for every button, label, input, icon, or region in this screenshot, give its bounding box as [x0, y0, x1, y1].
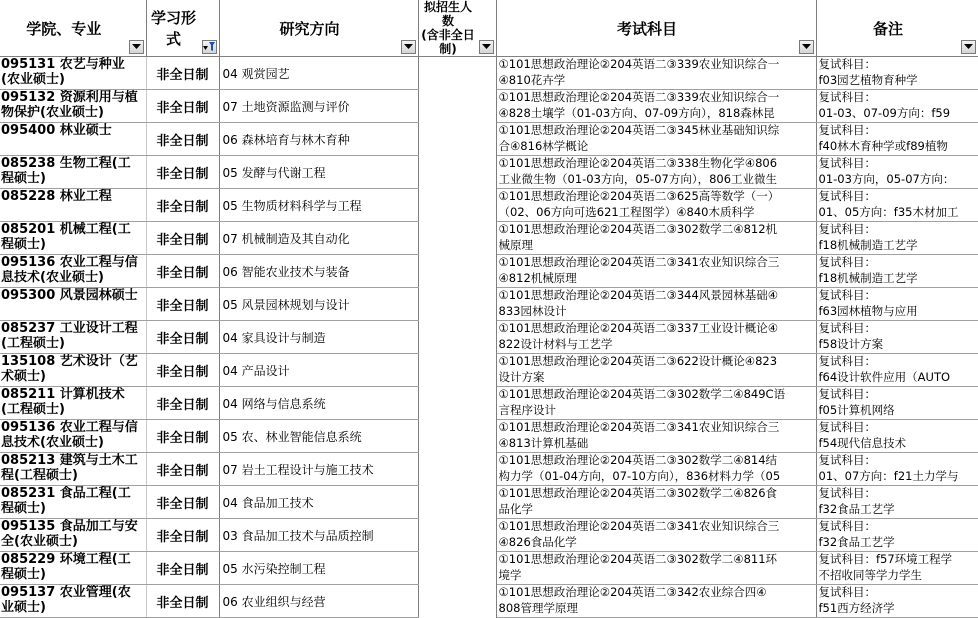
college-cell-line: 息技术(农业硕士) [1, 435, 146, 450]
table-row [0, 156, 978, 189]
exam-subjects-cell[interactable] [496, 354, 816, 387]
research-direction-cell[interactable] [219, 90, 418, 123]
quota-cell[interactable] [418, 189, 496, 222]
remark-cell[interactable] [816, 321, 978, 354]
research-direction-cell[interactable] [219, 57, 418, 90]
study-form-cell[interactable] [146, 57, 219, 90]
study-form-cell-text: 非全日制 [156, 464, 208, 479]
remark-cell-line: f58设计方案 [819, 337, 978, 353]
remark-cell-line: 复试科目： [819, 90, 978, 106]
college-cell[interactable] [0, 255, 146, 288]
table-row [0, 420, 978, 453]
quota-cell[interactable] [418, 354, 496, 387]
study-form-cell[interactable] [146, 420, 219, 453]
exam-subjects-cell[interactable] [496, 123, 816, 156]
table-row [0, 222, 978, 255]
filter-dropdown-form[interactable] [202, 40, 217, 54]
exam-subjects-cell-line: 械原理 [499, 238, 816, 254]
quota-cell[interactable] [418, 387, 496, 420]
remark-cell[interactable] [816, 255, 978, 288]
college-cell[interactable] [0, 90, 146, 123]
research-direction-cell[interactable] [219, 420, 418, 453]
college-cell-line: 程硕士) [1, 171, 146, 186]
exam-subjects-cell-line: 言程序设计 [499, 403, 816, 419]
college-cell-line: 095131 农艺与种业 [1, 57, 146, 72]
college-cell-line: 085237 工业设计工程 [1, 321, 146, 336]
exam-subjects-cell[interactable] [496, 156, 816, 189]
research-direction-cell[interactable] [219, 519, 418, 552]
study-form-cell[interactable] [146, 387, 219, 420]
study-form-cell-text: 非全日制 [156, 200, 208, 215]
study-form-cell[interactable] [146, 90, 219, 123]
exam-subjects-cell[interactable] [496, 90, 816, 123]
exam-subjects-cell[interactable] [496, 453, 816, 486]
research-direction-cell-text: 04 食品加工技术 [223, 496, 314, 510]
research-direction-cell-text: 06 农业组织与经营 [223, 595, 326, 609]
remark-cell[interactable] [816, 189, 978, 222]
college-cell-line: 息技术(农业硕士) [1, 270, 146, 285]
study-form-cell[interactable] [146, 288, 219, 321]
exam-subjects-cell-line: 设计方案 [499, 370, 816, 386]
study-form-cell[interactable] [146, 453, 219, 486]
quota-cell[interactable] [418, 585, 496, 618]
college-cell-line: 085213 建筑与土木工 [1, 453, 146, 468]
exam-subjects-cell[interactable] [496, 585, 816, 618]
college-cell[interactable] [0, 354, 146, 387]
exam-subjects-cell-line: ④810花卉学 [499, 73, 816, 89]
exam-subjects-cell-line: ①101思想政治理论②204英语二③341农业知识综合三 [499, 255, 816, 271]
study-form-cell-text: 非全日制 [156, 134, 208, 149]
exam-subjects-cell-line: ①101思想政治理论②204英语二③625高等数学（一） [499, 189, 816, 205]
quota-cell[interactable] [418, 321, 496, 354]
study-form-cell[interactable] [146, 486, 219, 519]
college-cell-line: 085228 林业工程 [1, 189, 146, 204]
remark-cell[interactable] [816, 222, 978, 255]
research-direction-cell[interactable] [219, 354, 418, 387]
college-cell-line: 095137 农业管理(农 [1, 585, 146, 600]
remark-cell-line: f03园艺植物育种学 [819, 73, 978, 89]
college-cell[interactable] [0, 486, 146, 519]
header-remark: 备注 [816, 0, 978, 57]
dropdown-arrow-icon [482, 44, 491, 50]
remark-cell-line: f32食品工艺学 [819, 502, 978, 518]
exam-subjects-cell[interactable] [496, 519, 816, 552]
remark-cell[interactable] [816, 552, 978, 585]
remark-cell[interactable] [816, 354, 978, 387]
remark-cell-line: 复试科目： [819, 156, 978, 172]
remark-cell[interactable] [816, 90, 978, 123]
research-direction-cell[interactable] [219, 156, 418, 189]
dropdown-arrow-icon [132, 44, 141, 50]
table-row [0, 519, 978, 552]
exam-subjects-cell-line: 品化学 [499, 502, 816, 518]
college-cell-line: (工程硕士) [1, 336, 146, 351]
remark-cell-line: 复试科目： [819, 387, 978, 403]
quota-cell[interactable] [418, 420, 496, 453]
college-cell-line: 095136 农业工程与信 [1, 255, 146, 270]
exam-subjects-cell[interactable] [496, 486, 816, 519]
remark-cell-line: 复试科目： [819, 288, 978, 304]
exam-subjects-cell-line: ①101思想政治理论②204英语二③341农业知识综合三 [499, 519, 816, 535]
research-direction-cell[interactable] [219, 453, 418, 486]
table-row [0, 123, 978, 156]
filter-dropdown-remark[interactable] [961, 40, 976, 54]
study-form-cell-text: 非全日制 [156, 497, 208, 512]
remark-cell-line: 复试科目： [819, 519, 978, 535]
research-direction-cell-text: 05 风景园林规划与设计 [223, 298, 350, 312]
study-form-cell-text: 非全日制 [156, 431, 208, 446]
table-row [0, 189, 978, 222]
exam-subjects-cell-line: ①101思想政治理论②204英语二③339农业知识综合一 [499, 57, 816, 73]
research-direction-cell-text: 04 观赏园艺 [223, 67, 290, 81]
study-form-cell-text: 非全日制 [156, 101, 208, 116]
table-row [0, 453, 978, 486]
study-form-cell[interactable] [146, 156, 219, 189]
research-direction-cell-text: 07 土地资源监测与评价 [223, 100, 350, 114]
exam-subjects-cell-line: ①101思想政治理论②204英语二③344风景园林基础④ [499, 288, 816, 304]
table-row [0, 387, 978, 420]
college-cell-line: 085229 环境工程(工 [1, 552, 146, 567]
remark-cell-line: 复试科目：f57环境工程学 [819, 552, 978, 568]
header-form: 学习形式 [146, 0, 219, 57]
research-direction-cell-text: 07 机械制造及其自动化 [223, 232, 350, 246]
college-cell-line: 程硕士) [1, 567, 146, 582]
quota-cell[interactable] [418, 222, 496, 255]
exam-subjects-cell-line: ①101思想政治理论②204英语二③338生物化学④806 [499, 156, 816, 172]
exam-subjects-cell-line: 808管理学原理 [499, 601, 816, 617]
exam-subjects-cell-line: ④813计算机基础 [499, 436, 816, 452]
college-cell-line: 术硕士) [1, 369, 146, 384]
college-cell[interactable] [0, 387, 146, 420]
remark-cell[interactable] [816, 123, 978, 156]
remark-cell-line: 复试科目： [819, 222, 978, 238]
table-row [0, 552, 978, 585]
remark-cell-line: f54现代信息技术 [819, 436, 978, 452]
remark-cell-line: 复试科目： [819, 420, 978, 436]
exam-subjects-cell-line: ④828土壤学（01-03方向、07-09方向），818森林昆 [499, 106, 816, 122]
exam-subjects-cell-line: ①101思想政治理论②204英语二③341农业知识综合三 [499, 420, 816, 436]
exam-subjects-cell-line: ①101思想政治理论②204英语二③302数学二④811环 [499, 552, 816, 568]
quota-cell[interactable] [418, 288, 496, 321]
study-form-cell-text: 非全日制 [156, 596, 208, 611]
exam-subjects-cell-line: ①101思想政治理论②204英语二③337工业设计概论④ [499, 321, 816, 337]
remark-cell-line: 01、07方向：f21土力学与 [819, 469, 978, 485]
dropdown-arrow-icon [964, 44, 973, 50]
study-form-cell-text: 非全日制 [156, 563, 208, 578]
exam-subjects-cell-line: ①101思想政治理论②204英语二③342农业综合四④ [499, 585, 816, 601]
exam-subjects-cell[interactable] [496, 57, 816, 90]
college-cell-line: 程(工程硕士) [1, 468, 146, 483]
research-direction-cell[interactable] [219, 486, 418, 519]
filter-dropdown-college[interactable] [129, 40, 144, 54]
table-row [0, 354, 978, 387]
table-row [0, 90, 978, 123]
exam-subjects-cell-line: ①101思想政治理论②204英语二③302数学二④826食 [499, 486, 816, 502]
college-cell-line: 135108 艺术设计（艺 [1, 354, 146, 369]
exam-subjects-cell-line: ④812机械原理 [499, 271, 816, 287]
research-direction-cell[interactable] [219, 123, 418, 156]
remark-cell-line: 复试科目： [819, 354, 978, 370]
study-form-cell[interactable] [146, 189, 219, 222]
research-direction-cell-text: 05 生物质材料科学与工程 [223, 199, 362, 213]
research-direction-cell[interactable] [219, 288, 418, 321]
study-form-cell[interactable] [146, 354, 219, 387]
header-college: 学院、专业 [0, 0, 146, 57]
filter-funnel-icon [203, 42, 215, 52]
research-direction-cell[interactable] [219, 222, 418, 255]
remark-cell-line: f64设计软件应用（AUTO [819, 370, 978, 386]
research-direction-cell-text: 04 产品设计 [223, 364, 290, 378]
header-row [0, 0, 978, 57]
college-cell[interactable] [0, 552, 146, 585]
exam-subjects-cell[interactable] [496, 321, 816, 354]
quota-cell[interactable] [418, 255, 496, 288]
research-direction-cell-text: 07 岩土工程设计与施工技术 [223, 463, 374, 477]
exam-subjects-cell[interactable] [496, 387, 816, 420]
table-row [0, 288, 978, 321]
remark-cell-line: 01、05方向：f35木材加工 [819, 205, 978, 221]
college-cell-line: 085211 计算机技术 [1, 387, 146, 402]
remark-cell[interactable] [816, 453, 978, 486]
study-form-cell-text: 非全日制 [156, 266, 208, 281]
college-cell-line: 095135 食品加工与安 [1, 519, 146, 534]
research-direction-cell-text: 05 水污染控制工程 [223, 562, 326, 576]
college-cell-line: 085238 生物工程(工 [1, 156, 146, 171]
remark-cell-line: 复试科目： [819, 57, 978, 73]
header-exam: 考试科目 [496, 0, 816, 57]
filter-dropdown-direction[interactable] [401, 40, 416, 54]
college-cell[interactable] [0, 156, 146, 189]
remark-cell-line: 复试科目： [819, 123, 978, 139]
remark-cell-line: f51西方经济学 [819, 601, 978, 617]
quota-cell[interactable] [418, 156, 496, 189]
college-cell[interactable] [0, 288, 146, 321]
remark-cell-line: 复试科目： [819, 585, 978, 601]
college-cell-line: 095136 农业工程与信 [1, 420, 146, 435]
remark-cell-line: f05计算机网络 [819, 403, 978, 419]
table-row [0, 57, 978, 90]
college-cell-line: 程硕士) [1, 237, 146, 252]
research-direction-cell-text: 05 农、林业智能信息系统 [223, 430, 362, 444]
study-form-cell-text: 非全日制 [156, 530, 208, 545]
exam-subjects-cell[interactable] [496, 288, 816, 321]
research-direction-cell[interactable] [219, 189, 418, 222]
college-cell-line: 085231 食品工程(工 [1, 486, 146, 501]
college-cell[interactable] [0, 420, 146, 453]
study-form-cell[interactable] [146, 585, 219, 618]
college-cell[interactable] [0, 519, 146, 552]
remark-cell-line: f32食品工艺学 [819, 535, 978, 551]
exam-subjects-cell-line: 833园林设计 [499, 304, 816, 320]
table-row [0, 585, 978, 618]
exam-subjects-cell-line: ①101思想政治理论②204英语二③339农业知识综合一 [499, 90, 816, 106]
exam-subjects-cell[interactable] [496, 420, 816, 453]
study-form-cell-text: 非全日制 [156, 332, 208, 347]
college-cell-line: (工程硕士) [1, 402, 146, 417]
table-row [0, 321, 978, 354]
filter-dropdown-exam[interactable] [799, 40, 814, 54]
remark-cell[interactable] [816, 519, 978, 552]
research-direction-cell[interactable] [219, 585, 418, 618]
remark-cell-line: 01-03方向，05-07方向： [819, 172, 978, 188]
study-form-cell-text: 非全日制 [156, 68, 208, 83]
remark-cell[interactable] [816, 420, 978, 453]
filter-dropdown-quota[interactable] [479, 40, 494, 54]
quota-cell[interactable] [418, 552, 496, 585]
remark-cell-line: 复试科目： [819, 321, 978, 337]
remark-cell[interactable] [816, 288, 978, 321]
quota-cell[interactable] [418, 519, 496, 552]
quota-cell[interactable] [418, 123, 496, 156]
remark-cell[interactable] [816, 57, 978, 90]
quota-cell[interactable] [418, 486, 496, 519]
remark-cell-line: f40林木育种学或f89植物 [819, 139, 978, 155]
college-cell-line: (农业硕士) [1, 72, 146, 87]
exam-subjects-cell-line: ①101思想政治理论②204英语二③345林业基础知识综 [499, 123, 816, 139]
remark-cell-line: 复试科目： [819, 255, 978, 271]
dropdown-arrow-icon [404, 44, 413, 50]
remark-cell-line: 复试科目： [819, 189, 978, 205]
college-cell-line: 095132 资源利用与植 [1, 90, 146, 105]
research-direction-cell[interactable] [219, 552, 418, 585]
exam-subjects-cell-line: 822设计材料与工艺学 [499, 337, 816, 353]
remark-cell[interactable] [816, 387, 978, 420]
exam-subjects-cell-line: ①101思想政治理论②204英语二③302数学二④814结 [499, 453, 816, 469]
exam-subjects-cell-line: 构力学（01-04方向，07-10方向），836材料力学（05 [499, 469, 816, 485]
exam-subjects-cell-line: ①101思想政治理论②204英语二③302数学二④812机 [499, 222, 816, 238]
study-form-cell[interactable] [146, 519, 219, 552]
college-cell[interactable] [0, 123, 146, 156]
research-direction-cell-text: 06 森林培育与林木育种 [223, 133, 350, 147]
study-form-cell-text: 非全日制 [156, 398, 208, 413]
quota-cell[interactable] [418, 453, 496, 486]
college-cell-line: 物保护(农业硕士) [1, 105, 146, 120]
table-row [0, 255, 978, 288]
dropdown-arrow-icon [802, 44, 811, 50]
college-cell[interactable] [0, 321, 146, 354]
exam-subjects-cell[interactable] [496, 189, 816, 222]
exam-subjects-cell-line: 工业微生物（01-03方向，05-07方向），806工业微生 [499, 172, 816, 188]
college-cell[interactable] [0, 57, 146, 90]
college-cell[interactable] [0, 585, 146, 618]
research-direction-cell-text: 06 智能农业技术与装备 [223, 265, 350, 279]
study-form-cell[interactable] [146, 321, 219, 354]
table-body [0, 57, 978, 618]
exam-subjects-cell[interactable] [496, 255, 816, 288]
remark-cell[interactable] [816, 486, 978, 519]
research-direction-cell-text: 03 食品加工技术与品质控制 [223, 529, 374, 543]
study-form-cell[interactable] [146, 255, 219, 288]
college-cell-line: 095300 风景园林硕士 [1, 288, 146, 303]
remark-cell-line: f18机械制造工艺学 [819, 271, 978, 287]
exam-subjects-cell-line: （02、06方向可选621工程图学）④840木质科学 [499, 205, 816, 221]
college-cell-line: 085201 机械工程(工 [1, 222, 146, 237]
exam-subjects-cell-line: 境学 [499, 568, 816, 584]
exam-subjects-cell[interactable] [496, 222, 816, 255]
study-form-cell-text: 非全日制 [156, 299, 208, 314]
remark-cell-line: f18机械制造工艺学 [819, 238, 978, 254]
exam-subjects-cell-line: ①101思想政治理论②204英语二③622设计概论④823 [499, 354, 816, 370]
study-form-cell[interactable] [146, 222, 219, 255]
study-form-cell-text: 非全日制 [156, 167, 208, 182]
college-cell[interactable] [0, 189, 146, 222]
study-form-cell[interactable] [146, 552, 219, 585]
exam-subjects-cell-line: ④826食品化学 [499, 535, 816, 551]
remark-cell-line: f63园林植物与应用 [819, 304, 978, 320]
remark-cell[interactable] [816, 585, 978, 618]
college-cell[interactable] [0, 453, 146, 486]
exam-subjects-cell-line: ①101思想政治理论②204英语二③302数学二④849C语 [499, 387, 816, 403]
remark-cell-line: 复试科目： [819, 486, 978, 502]
research-direction-cell-text: 05 发酵与代谢工程 [223, 166, 326, 180]
remark-cell-line: 复试科目： [819, 453, 978, 469]
research-direction-cell-text: 04 家具设计与制造 [223, 331, 326, 345]
exam-subjects-cell-line: 合④816林学概论 [499, 139, 816, 155]
header-direction: 研究方向 [219, 0, 418, 57]
quota-cell[interactable] [418, 57, 496, 90]
research-direction-cell[interactable] [219, 387, 418, 420]
header-quota: 拟招生人数 (含非全日 制) [418, 0, 496, 57]
college-cell-line: 程硕士) [1, 501, 146, 516]
table-row [0, 486, 978, 519]
college-cell-line: 095400 林业硕士 [1, 123, 146, 138]
remark-cell-line: 不招收同等学力学生 [819, 568, 978, 584]
research-direction-cell-text: 04 网络与信息系统 [223, 397, 326, 411]
study-form-cell[interactable] [146, 123, 219, 156]
exam-subjects-cell[interactable] [496, 552, 816, 585]
study-form-cell-text: 非全日制 [156, 233, 208, 248]
college-cell[interactable] [0, 222, 146, 255]
remark-cell[interactable] [816, 156, 978, 189]
research-direction-cell[interactable] [219, 321, 418, 354]
quota-cell[interactable] [418, 90, 496, 123]
college-cell-line: 业硕士) [1, 600, 146, 615]
study-form-cell-text: 非全日制 [156, 365, 208, 380]
college-cell-line: 全(农业硕士) [1, 534, 146, 549]
remark-cell-line: 01-03、07-09方向：f59 [819, 106, 978, 122]
research-direction-cell[interactable] [219, 255, 418, 288]
